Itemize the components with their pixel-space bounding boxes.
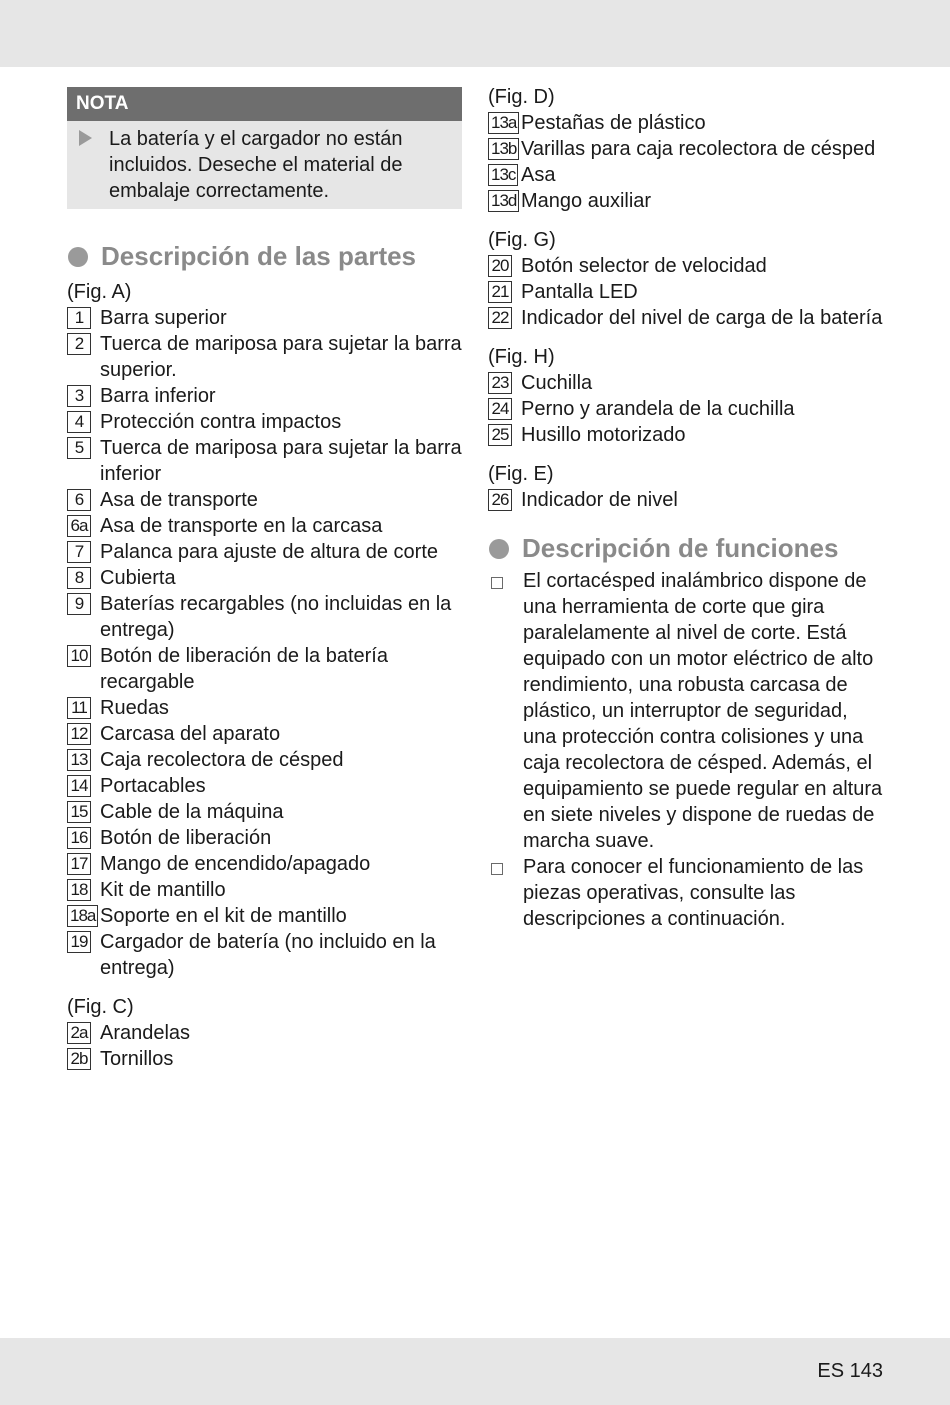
part-item (488, 487, 883, 513)
fig-g-parts-list (488, 253, 883, 331)
right-column (488, 84, 883, 932)
part-text: Tornillos (100, 1048, 174, 1070)
part-item (488, 279, 883, 305)
part-text: Palanca para ajuste de altura de corte (100, 541, 438, 563)
part-number: 1 (67, 307, 91, 329)
part-item (67, 435, 462, 487)
part-number: 2b (67, 1048, 91, 1070)
footer-band (0, 1338, 950, 1405)
part-text: Arandelas (100, 1022, 191, 1044)
part-text: Pestañas de plástico (521, 112, 706, 134)
part-number: 15 (67, 801, 91, 823)
parts-section-title-text: Descripción de las partes (101, 241, 417, 271)
fig-a-label: (Fig. A) (67, 281, 132, 303)
note-header: NOTA (67, 87, 462, 121)
part-text: Mango de encendido/apagado (100, 853, 371, 875)
part-number: 20 (488, 255, 512, 277)
square-bullet-icon (491, 577, 503, 589)
part-item (67, 721, 462, 747)
part-text: Botón de liberación (100, 827, 272, 849)
part-text: Indicador del nivel de carga de la batería (521, 307, 883, 329)
fig-d-parts-list (488, 110, 883, 214)
part-text: Asa (521, 164, 556, 186)
note-text: La batería y el cargador no están incluidos. Deseche el material de embalaje correctamente. (109, 128, 403, 202)
part-number: 16 (67, 827, 91, 849)
part-text: Indicador de nivel (521, 489, 678, 511)
function-text: El cortacésped inalámbrico dispone de una herramienta de corte que gira paralelamente al nivel de corte. Está equipado con un motor eléctrico de alto rendimiento, una robusta carcasa de plástico, un interruptor de seguridad, una protección contra colisiones y una caja recolectora de césped. Además, el equipamiento se puede regular en altura en siete niveles y dispone de ruedas de marcha suave. (523, 570, 883, 852)
part-text: Botón selector de velocidad (521, 255, 767, 277)
part-text: Mango auxiliar (521, 190, 652, 212)
functions-section-title (488, 533, 883, 563)
note-body (67, 121, 462, 209)
part-number: 14 (67, 775, 91, 797)
part-number: 13c (488, 164, 518, 186)
part-item (67, 643, 462, 695)
part-number: 19 (67, 931, 91, 953)
part-number: 18 (67, 879, 91, 901)
left-column (67, 87, 462, 1072)
part-number: 22 (488, 307, 512, 329)
part-text: Cable de la máquina (100, 801, 284, 823)
arrow-right-icon (79, 130, 92, 146)
part-text: Carcasa del aparato (100, 723, 281, 745)
part-item (67, 799, 462, 825)
part-number: 3 (67, 385, 91, 407)
function-item (488, 854, 883, 932)
parts-section-title (67, 241, 462, 271)
part-number: 13a (488, 112, 519, 134)
part-text: Protección contra impactos (100, 411, 342, 433)
part-text: Cuchilla (521, 372, 593, 394)
fig-a-parts-list (67, 305, 462, 981)
functions-list (488, 568, 883, 932)
note-box (67, 87, 462, 209)
part-text: Caja recolectora de césped (100, 749, 344, 771)
bullet-circle-icon (68, 247, 88, 267)
part-number: 9 (67, 593, 91, 615)
fig-h-parts-list (488, 370, 883, 448)
part-item (488, 188, 883, 214)
fig-g-label: (Fig. G) (488, 229, 556, 251)
page-number: ES 143 (817, 1360, 883, 1382)
part-item (67, 877, 462, 903)
part-text: Kit de mantillo (100, 879, 226, 901)
part-item (67, 1046, 462, 1072)
part-text: Perno y arandela de la cuchilla (521, 398, 795, 420)
part-text: Asa de transporte en la carcasa (100, 515, 383, 537)
part-item (67, 565, 462, 591)
part-item (488, 253, 883, 279)
part-item (67, 331, 462, 383)
part-item (67, 305, 462, 331)
fig-d-label: (Fig. D) (488, 86, 555, 108)
part-item (67, 1020, 462, 1046)
part-text: Cubierta (100, 567, 176, 589)
part-text: Tuerca de mariposa para sujetar la barra inferior (100, 437, 462, 485)
part-number: 7 (67, 541, 91, 563)
bullet-circle-icon (489, 539, 509, 559)
part-number: 10 (67, 645, 91, 667)
part-item (67, 409, 462, 435)
part-number: 13d (488, 190, 519, 212)
part-item (67, 903, 462, 929)
part-number: 5 (67, 437, 91, 459)
part-number: 8 (67, 567, 91, 589)
part-item (67, 383, 462, 409)
part-number: 26 (488, 489, 512, 511)
part-text: Baterías recargables (no incluidas en la entrega) (100, 593, 452, 641)
part-item (67, 513, 462, 539)
part-item (67, 747, 462, 773)
part-number: 18a (67, 905, 98, 927)
part-text: Portacables (100, 775, 206, 797)
part-text: Barra superior (100, 307, 227, 329)
part-item (488, 136, 883, 162)
part-item (488, 110, 883, 136)
part-item (67, 929, 462, 981)
part-text: Varillas para caja recolectora de césped (521, 138, 876, 160)
part-item (67, 851, 462, 877)
part-text: Husillo motorizado (521, 424, 686, 446)
part-number: 11 (67, 697, 91, 719)
part-number: 25 (488, 424, 512, 446)
fig-h-label: (Fig. H) (488, 346, 555, 368)
part-item (67, 695, 462, 721)
part-item (67, 487, 462, 513)
fig-e-label: (Fig. E) (488, 463, 554, 485)
part-number: 23 (488, 372, 512, 394)
part-number: 6a (67, 515, 91, 537)
functions-section-title-text: Descripción de funciones (522, 533, 839, 563)
part-item (67, 825, 462, 851)
fig-c-parts-list (67, 1020, 462, 1072)
part-text: Botón de liberación de la batería recargable (100, 645, 388, 693)
part-text: Asa de transporte (100, 489, 258, 511)
part-number: 2 (67, 333, 91, 355)
part-number: 21 (488, 281, 512, 303)
part-item (67, 539, 462, 565)
function-text: Para conocer el funcionamiento de las piezas operativas, consulte las descripciones a continuación. (523, 856, 864, 930)
part-number: 12 (67, 723, 91, 745)
part-number: 4 (67, 411, 91, 433)
part-number: 24 (488, 398, 512, 420)
fig-e-parts-list (488, 487, 883, 513)
part-number: 2a (67, 1022, 91, 1044)
part-item (488, 305, 883, 331)
part-item (67, 591, 462, 643)
part-item (488, 422, 883, 448)
part-text: Ruedas (100, 697, 169, 719)
header-band (0, 0, 950, 67)
part-text: Tuerca de mariposa para sujetar la barra superior. (100, 333, 462, 381)
part-item (67, 773, 462, 799)
function-item (488, 568, 883, 854)
part-item (488, 162, 883, 188)
part-number: 13b (488, 138, 519, 160)
part-number: 13 (67, 749, 91, 771)
part-text: Pantalla LED (521, 281, 638, 303)
part-number: 17 (67, 853, 91, 875)
part-text: Soporte en el kit de mantillo (100, 905, 347, 927)
fig-c-label: (Fig. C) (67, 996, 134, 1018)
part-item (488, 396, 883, 422)
part-text: Barra inferior (100, 385, 216, 407)
part-number: 6 (67, 489, 91, 511)
part-item (488, 370, 883, 396)
part-text: Cargador de batería (no incluido en la entrega) (100, 931, 436, 979)
square-bullet-icon (491, 863, 503, 875)
